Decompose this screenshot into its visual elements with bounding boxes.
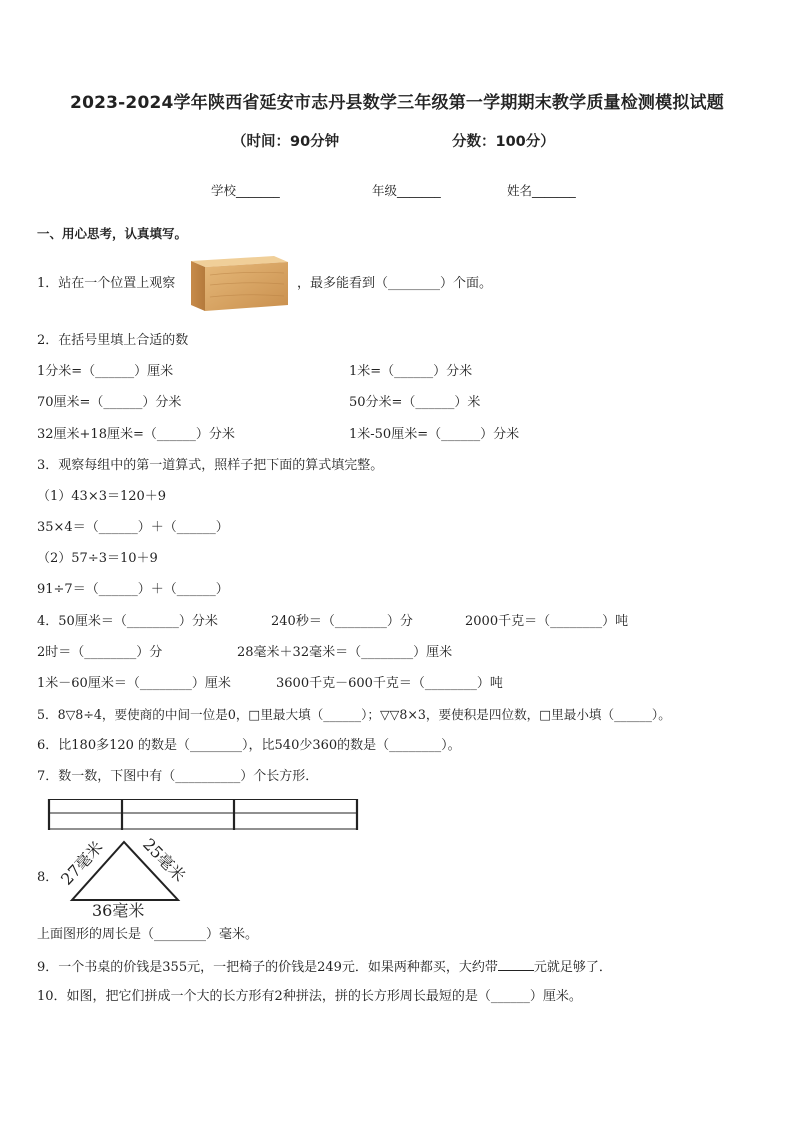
question-5: 5．8▽8÷4，要使商的中间一位是0，□里最大填（______）；▽▽8×3，要使积是四位数，□里最小填（______）。 xyxy=(37,707,671,722)
wooden-block-icon xyxy=(188,253,292,313)
question-2f: 1米-50厘米=（______）分米 xyxy=(349,427,520,442)
exam-time: （时间：90分钟 xyxy=(232,134,340,150)
question-4a: 4．50厘米＝（________）分米 xyxy=(37,614,218,629)
question-3-item-2: 91÷7＝（______）＋（______） xyxy=(37,582,229,597)
name-field[interactable]: 姓名_______ xyxy=(507,183,576,198)
rectangles-figure xyxy=(46,798,360,832)
wooden-block-image xyxy=(188,253,292,313)
question-8-number: 8． xyxy=(37,870,59,885)
question-2d: 50分米=（______）米 xyxy=(349,395,481,410)
question-7: 7．数一数，下图中有（__________）个长方形． xyxy=(37,769,319,784)
question-2b: 1米=（______）分米 xyxy=(349,364,473,379)
school-field[interactable]: 学校_______ xyxy=(211,183,280,198)
exam-score: 分数：100分） xyxy=(452,134,555,150)
triangle-left-label: 27毫米 xyxy=(57,837,107,889)
question-9 xyxy=(37,958,612,976)
question-8-text: 上面图形的周长是（________）毫米。 xyxy=(37,927,259,942)
section-heading: 一、用心思考，认真填写。 xyxy=(37,226,188,241)
question-4b: 240秒＝（________）分 xyxy=(271,614,413,629)
triangle-bottom-label: 36毫米 xyxy=(92,901,145,920)
question-9-prefix: 9．一个书桌的价钱是355元，一把椅子的价钱是249元．如果两种都买，大约带 xyxy=(37,960,498,975)
question-2a: 1分米=（______）厘米 xyxy=(37,364,174,379)
question-4e: 28毫米＋32毫米＝（________）厘米 xyxy=(237,645,453,660)
question-1-suffix: ，最多能看到（________）个面。 xyxy=(297,276,493,291)
question-2-title: 2．在括号里填上合适的数 xyxy=(37,333,189,348)
question-10: 10．如图，把它们拼成一个大的长方形有2种拼法，拼的长方形周长最短的是（______）厘米。 xyxy=(37,989,582,1004)
page-title: 2023-2024学年陕西省延安市志丹县数学三年级第一学期期末教学质量检测模拟试题 xyxy=(70,93,724,113)
question-2c: 70厘米=（______）分米 xyxy=(37,395,182,410)
question-4d: 2时＝（________）分 xyxy=(37,645,163,660)
question-3-example-1: （1）43×3＝120＋9 xyxy=(37,489,167,504)
question-4c: 2000千克＝（________）吨 xyxy=(465,614,629,629)
question-9-blank[interactable] xyxy=(498,958,534,971)
question-3-example-2: （2）57÷3＝10＋9 xyxy=(37,551,158,566)
question-9-suffix: 元就足够了． xyxy=(533,960,612,975)
question-4f: 1米－60厘米＝（________）厘米 xyxy=(37,676,231,691)
question-1-prefix: 1．站在一个位置上观察 xyxy=(37,276,176,291)
triangle-figure xyxy=(52,836,192,920)
question-6: 6．比180多120 的数是（________），比540少360的数是（________）。 xyxy=(37,738,461,753)
question-4g: 3600千克－600千克＝（________）吨 xyxy=(276,676,503,691)
triangle-right-label: 25毫米 xyxy=(139,836,190,886)
question-3-item-1: 35×4＝（______）＋（______） xyxy=(37,520,229,535)
question-2e: 32厘米+18厘米=（______）分米 xyxy=(37,427,235,442)
grade-field[interactable]: 年级_______ xyxy=(372,183,441,198)
question-3-title: 3．观察每组中的第一道算式，照样子把下面的算式填完整。 xyxy=(37,458,384,473)
